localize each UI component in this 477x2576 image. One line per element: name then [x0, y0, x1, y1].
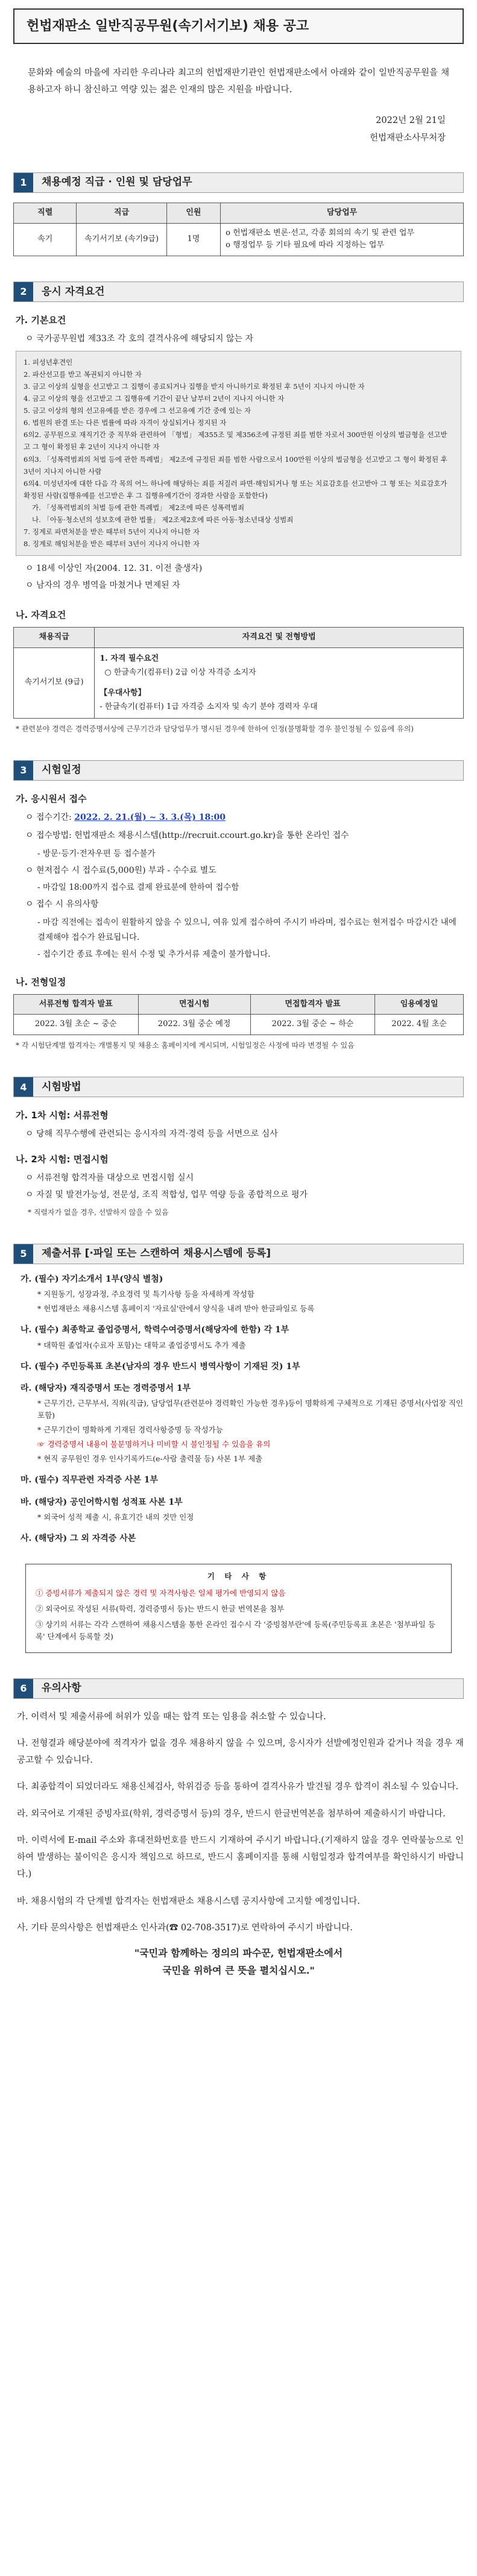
disq-item: 7. 징계로 파면처분을 받은 때부터 5년이 지나지 아니한 자	[24, 527, 200, 537]
section-number: 5	[14, 1244, 33, 1264]
note-item: 나. 전형결과 해당분야에 적격자가 없을 경우 채용하지 않을 수 있으며, 응시자가 선발예정인원과 같거나 적을 경우 재공고할 수 있습니다.	[17, 1738, 464, 1766]
pref-title: 【우대사항】	[100, 688, 146, 698]
period-label: ㅇ 접수기간:	[25, 812, 75, 822]
note-item: 마. 이력서에 E-mail 주소와 휴대전화번호를 반드시 기재하여 주시기 바랍니다.(기재하지 않을 경우 연락불능으로 인하여 발생하는 불이익은 응시자 책임으로 하므로, 반드시 홈페이지를 통해 시험일정과 합격여부를 확인하시기 바랍니다.)	[17, 1835, 464, 1880]
req-item: ○ 한글속기(컴퓨터) 2급 이상 자격증 소지자	[104, 668, 256, 678]
page-title: 헌법재판소 일반직공무원(속기서기보) 채용 공고	[13, 8, 464, 44]
note-item: 가. 이력서 및 제출서류에 허위가 있을 때는 합격 또는 임용을 취소할 수 있습니다.	[17, 1712, 326, 1722]
doc-sub: * 외국어 성적 제출 시, 유효기간 내의 것만 인정	[37, 1513, 194, 1522]
subheading: 가. 기본요건	[16, 315, 66, 326]
section-title: 유의사항	[42, 1681, 81, 1694]
closing-line: 국민을 위하여 큰 뜻을 펼치십시오."	[162, 1964, 315, 1976]
announce-date: 2022년 2월 21일	[376, 115, 446, 125]
doc-item: 다. (필수) 주민등록표 초본(남자의 경우 반드시 병역사항이 기재된 것) 1부	[21, 1361, 300, 1371]
disqualification-box	[16, 351, 461, 556]
note-item: 라. 외국어로 기재된 증빙자료(학위, 경력증명서 등)의 경우, 반드시 한글번역본을 첨부하여 제출하시기 바랍니다.	[17, 1809, 446, 1819]
note-item: 바. 채용시험의 각 단계별 합격자는 헌법재판소 채용시스템 공지사항에 고지할 예정입니다.	[17, 1896, 360, 1906]
table-header: 직급	[77, 203, 166, 223]
table-cell: 2022. 3월 초순 ~ 중순	[14, 1015, 139, 1035]
subheading: 나. 자격요건	[16, 609, 66, 621]
table-header: 직렬	[14, 203, 77, 223]
doc-sub: * 근무기간, 근무부서, 직위(직급), 담당업무(관련분야 경력확인 가능한 경우)등이 명확하게 구체적으로 기재된 증명서(사업장 직인 포함)	[37, 1399, 464, 1420]
table-row	[14, 223, 464, 256]
bullet: ㅇ 국가공무원법 제33조 각 호의 결격사유에 해당되지 않는 자	[25, 334, 253, 344]
box-item: ③ 상기의 서류는 각각 스캔하여 채용시스템을 통한 온라인 접수시 각 '증빙첨부란'에 등록(주민등록표 초본은 '첨부파일 등록' 단계에서 등록할 것)	[36, 1619, 435, 1641]
cell-grade: 속기서기보 (9급)	[14, 648, 95, 719]
bullet: ㅇ 현저접수 시 접수료(5,000원) 부과 - 수수료 별도	[25, 866, 216, 876]
period-value: 2022. 2. 21.(월) ~ 3. 3.(목) 18:00	[74, 812, 226, 822]
doc-sub: * 대학원 졸업자(수료자 포함)는 대학교 졸업증명서도 추가 제출	[37, 1340, 246, 1350]
doc-sub: * 현직 공무원인 경우 인사기록카드(e-사람 출력물 등) 사본 1부 제출	[37, 1454, 263, 1464]
cell-requirements	[95, 648, 464, 719]
section-4-header	[13, 1077, 464, 1097]
section-number: 1	[14, 173, 33, 192]
cell-count: 1명	[166, 223, 221, 256]
subheading: 가. 응시원서 접수	[16, 793, 87, 804]
indent-line: - 접수기간 종료 후에는 원서 수정 및 추가서류 제출이 불가합니다.	[37, 949, 271, 960]
date-block	[13, 112, 446, 147]
cell-duty	[221, 223, 464, 256]
bullet: ㅇ 자질 및 발전가능성, 전문성, 조직 적합성, 업무 역량 등을 종합적으로 평가	[25, 1190, 308, 1200]
section-6-header	[13, 1678, 464, 1699]
closing-line: "국민과 함께하는 정의의 파수꾼, 헌법재판소에서	[134, 1947, 343, 1959]
section-title: 채용예정 직급 · 인원 및 담당업무	[42, 176, 192, 189]
doc-sub: * 지원동기, 성장과정, 주요경력 및 특기사항 등을 자세하게 작성함	[37, 1290, 254, 1299]
bullet: ㅇ 접수 시 유의사항	[25, 899, 99, 910]
other-notes-box	[25, 1564, 452, 1653]
bullet: ㅇ 당해 직무수행에 관련되는 응시자의 자격·경력 등을 서면으로 심사	[25, 1129, 278, 1139]
method-label: ㅇ 접수방법:	[25, 831, 75, 841]
pref-item: - 한글속기(컴퓨터) 1급 자격증 소지자 및 속기 분야 경력자 우대	[100, 702, 318, 712]
section-number: 6	[14, 1679, 33, 1698]
footnote: * 관련분야 경력은 경력증명서상에 근무기간과 담당업무가 명시된 경우에 한하여 인정(불명확할 경우 불인정될 수 있음에 유의)	[16, 724, 414, 733]
cell-series: 속기	[14, 223, 77, 256]
subheading: 나. 전형일정	[16, 976, 66, 987]
duty-line: o 헌법재판소 변론·선고, 각종 회의의 속기 및 관련 업무	[226, 228, 415, 238]
subheading: 가. 1차 시험: 서류전형	[16, 1110, 109, 1121]
disq-item: 6의4. 미성년자에 대한 다음 각 목의 어느 하나에 해당하는 죄를 저질러 파면·해임되거나 형 또는 치료감호를 선고받아 그 형 또는 치료감호가 확정된 사람(집행유예를 선고받은 후 그 집행유예기간이 경과한 사람을 포함한다)	[24, 479, 447, 500]
disq-item: 6. 법원의 판결 또는 다른 법률에 따라 자격이 상실되거나 정지된 자	[24, 418, 227, 427]
table-header: 서류전형 합격자 발표	[14, 994, 139, 1015]
section-number: 3	[14, 761, 33, 780]
table-row	[14, 1015, 464, 1035]
table-header: 담당업무	[221, 203, 464, 223]
disq-item: 1. 피성년후견인	[24, 357, 73, 367]
disq-item: 가. 「성폭력범죄의 처벌 등에 관한 특례법」 제2조에 따른 성폭력범죄	[32, 503, 245, 512]
recruit-table	[13, 203, 464, 256]
box-item: ① 증빙서류가 제출되지 않은 경력 및 자격사항은 일체 평가에 반영되지 않음	[36, 1588, 286, 1598]
bullet: ㅇ 남자의 경우 병역을 마쳤거나 면제된 자	[25, 580, 180, 590]
table-header: 인원	[166, 203, 221, 223]
indent-line: - 방문·등기·전자우편 등 접수불가	[37, 848, 156, 858]
closing-message	[13, 1945, 464, 1980]
table-row	[14, 648, 464, 719]
section-title: 응시 자격요건	[42, 285, 105, 298]
duty-line: o 행정업무 등 기타 필요에 따라 지정하는 업무	[226, 241, 384, 250]
disq-item: 8. 징계로 해임처분을 받은 때부터 3년이 지나지 아니한 자	[24, 540, 200, 549]
disq-item: 3. 금고 이상의 실형을 선고받고 그 집행이 종료되거나 집행을 받지 아니하기로 확정된 후 5년이 지나지 아니한 자	[24, 382, 365, 391]
table-cell: 2022. 4월 초순	[375, 1015, 464, 1035]
bullet: ㅇ 18세 이상인 자(2004. 12. 31. 이전 출생자)	[25, 563, 203, 573]
note-item: 사. 기타 문의사항은 헌법재판소 인사과(☎ 02-708-3517)로 연락하여 주시기 바랍니다.	[17, 1923, 353, 1933]
indent-line: - 마감일 18:00까지 접수료 결제 완료분에 한하여 접수함	[37, 882, 239, 892]
doc-item: 바. (해당자) 공인어학시험 성적표 사본 1부	[21, 1497, 183, 1507]
announce-org: 헌법재판소사무처장	[369, 133, 446, 143]
indent-line: - 마감 직전에는 접속이 원활하지 않을 수 있으니, 여유 있게 접수하여 주시기 바라며, 접수료는 현저접수 마감시간 내에 결제해야 접수가 완료됩니다.	[37, 917, 456, 943]
disq-item: 4. 금고 이상의 형을 선고받고 그 집행유예 기간이 끝난 날부터 2년이 지나지 아니한 자	[24, 394, 285, 403]
method-value: 헌법재판소 채용시스템(http://recruit.ccourt.go.kr)을 통한 온라인 접수	[74, 831, 349, 841]
note-item: 다. 최종합격이 되었더라도 채용신체검사, 학위검증 등을 통하여 결격사유가 발견될 경우 합격이 취소될 수 있습니다.	[17, 1782, 459, 1792]
box-title: 기 타 사 항	[207, 1571, 270, 1581]
disq-item: 6의2. 공무원으로 재직기간 중 직무와 관련하여 「형법」 제355조 및 제356조에 규정된 죄를 범한 자로서 300만원 이상의 벌금형을 선고받고 그 형이 확정된 후 2년이 지나지 아니한 자	[24, 430, 447, 452]
doc-sub: * 헌법재판소 채용시스템 홈페이지 '자료실'란에서 양식을 내려 받아 한글파일로 등록	[37, 1304, 315, 1314]
footnote: * 각 시험단계별 합격자는 개별통지 및 채용소 홈페이지에 게시되며, 시험일정은 사정에 따라 변경될 수 있음	[16, 1041, 355, 1050]
disq-item: 5. 금고 이상의 형의 선고유예를 받은 경우에 그 선고유예 기간 중에 있는 자	[24, 406, 251, 415]
disq-item: 2. 파산선고를 받고 복권되지 아니한 자	[24, 370, 142, 379]
section-number: 2	[14, 282, 33, 301]
bullet-method	[25, 828, 464, 844]
req-title: 1. 자격 필수요건	[100, 654, 159, 664]
disq-item: 6의3. 「성폭력범죄의 처벌 등에 관한 특례법」 제2조에 규정된 죄를 범한 사람으로서 100만원 이상의 벌금형을 선고받고 그 형이 확정된 후 3년이 지나지 아니한 사람	[24, 455, 447, 476]
doc-item: 라. (해당자) 재직증명서 또는 경력증명서 1부	[21, 1383, 191, 1393]
section-1-header	[13, 172, 464, 193]
doc-sub: * 근무기간이 명확하게 기재된 경력사항증명 등 작성가능	[37, 1425, 223, 1435]
subheading: 나. 2차 시험: 면접시험	[16, 1153, 109, 1165]
doc-item: 사. (해당자) 그 외 자격증 사본	[21, 1534, 136, 1544]
footnote: * 직렬자가 없을 경우, 선발하지 않을 수 있음	[28, 1208, 169, 1217]
table-header: 임용예정일	[375, 994, 464, 1015]
doc-item: 나. (필수) 최종학교 졸업증명서, 학력수여증명서(해당자에 한함) 각 1부	[21, 1325, 289, 1335]
section-title: 시험방법	[42, 1080, 81, 1093]
disq-item: 나. 「아동·청소년의 성보호에 관한 법률」 제2조제2호에 따른 아동·청소년대상 성범죄	[32, 515, 294, 524]
table-header: 채용직급	[14, 628, 95, 648]
box-item: ② 외국어로 작성된 서류(학력, 경력증명서 등)는 반드시 한글 번역본을 첨부	[36, 1604, 285, 1613]
section-title: 제출서류 [·파일 또는 스캔하여 채용시스템에 등록]	[42, 1247, 271, 1260]
doc-item: 가. (필수) 자기소개서 1부(양식 별첨)	[21, 1274, 163, 1284]
schedule-table	[13, 994, 464, 1036]
bullet-period	[25, 811, 464, 824]
qualification-table	[13, 627, 464, 718]
section-5-header	[13, 1244, 464, 1264]
table-header: 면접합격자 발표	[250, 994, 375, 1015]
section-3-header	[13, 760, 464, 781]
bullet: ㅇ 서류전형 합격자를 대상으로 면접시험 실시	[25, 1173, 194, 1183]
cell-grade: 속기서기보 (속기9급)	[77, 223, 166, 256]
intro-text: 문화와 예술의 마을에 자리한 우리나라 최고의 헌법재판기관인 헌법재판소에서 아래와 같이 일반직공무원을 채용하고자 하니 참신하고 역량 있는 젊은 인재의 많은 지원을 바랍니다.	[28, 68, 449, 95]
section-title: 시험일정	[42, 764, 81, 776]
table-header: 면접시험	[138, 994, 250, 1015]
section-number: 4	[14, 1077, 33, 1097]
table-cell: 2022. 3월 중순 ~ 하순	[250, 1015, 375, 1035]
section-2-header	[13, 282, 464, 302]
doc-item: 마. (필수) 직무관련 자격증 사본 1부	[21, 1475, 159, 1485]
table-header: 자격요건 및 전형방법	[95, 628, 464, 648]
table-cell: 2022. 3월 중순 예정	[138, 1015, 250, 1035]
doc-warning: ☞ 경력증명서 내용이 불분명하거나 미비할 시 불인정될 수 있음을 유의	[37, 1440, 271, 1449]
